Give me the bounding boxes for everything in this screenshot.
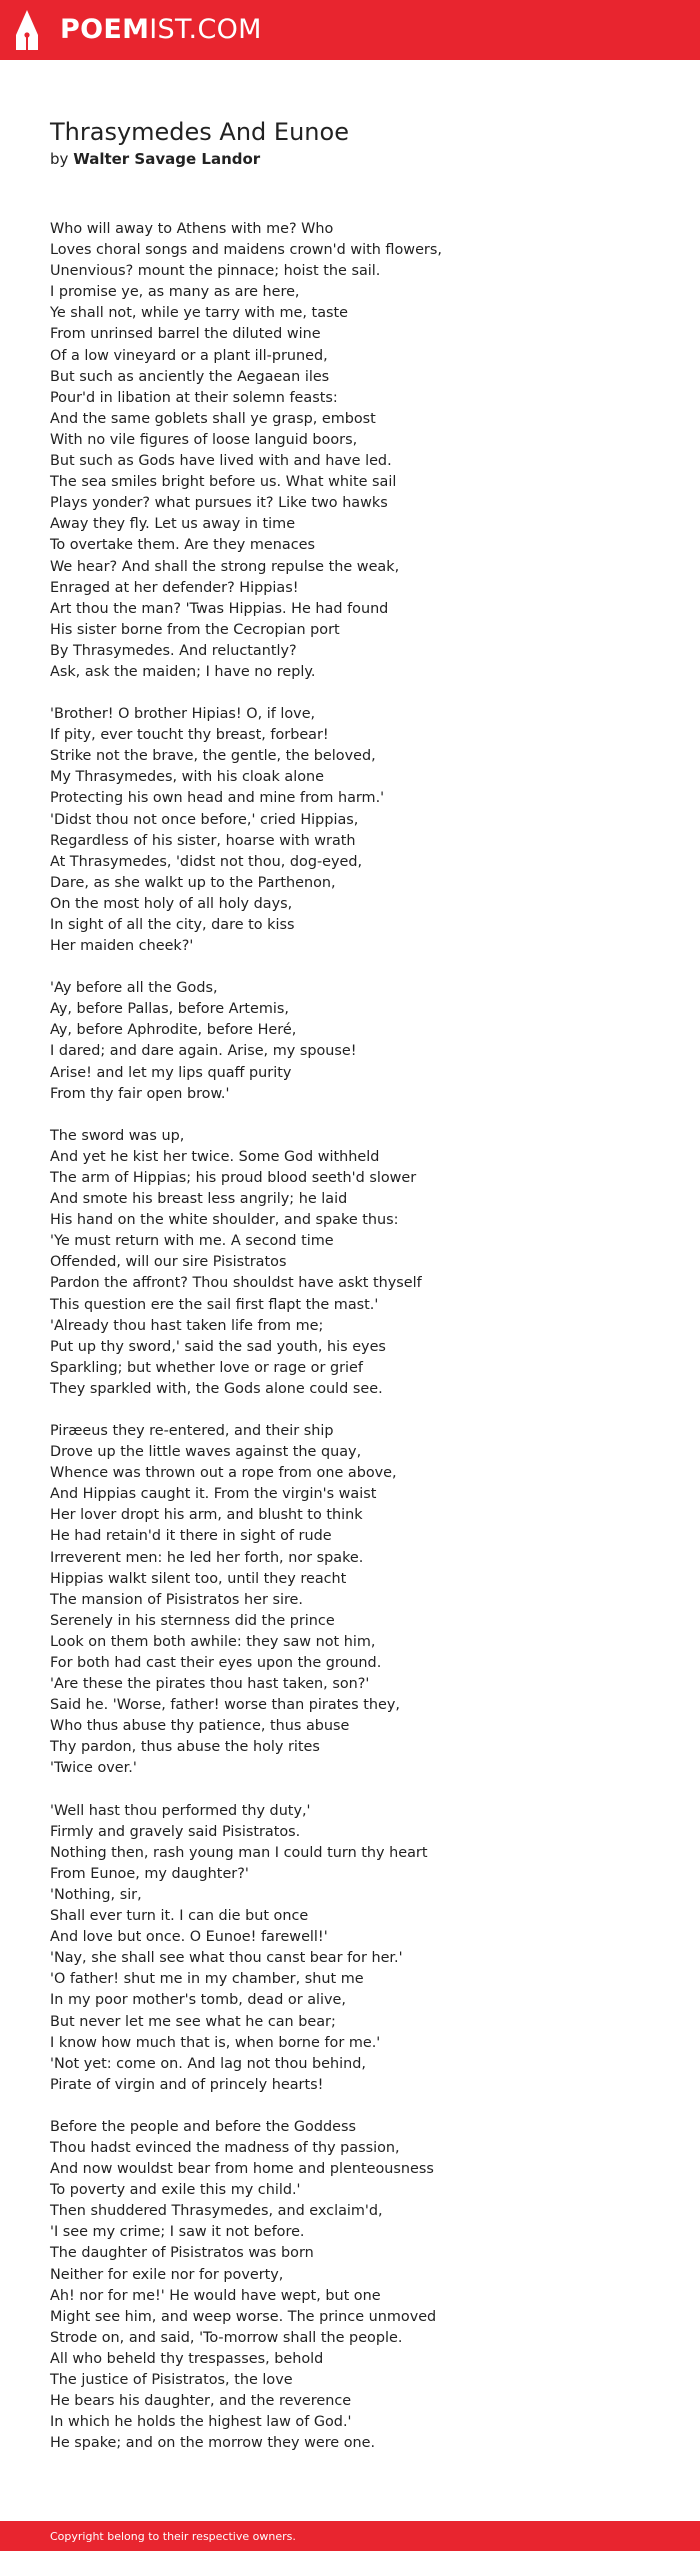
poem-line: And the same goblets shall ye grasp, embost — [50, 410, 376, 427]
poem-line: All who beheld thy trespasses, behold — [50, 2350, 324, 2367]
poem-line: They sparkled with, the Gods alone could see. — [50, 1380, 383, 1397]
poem-line: Pour'd in libation at their solemn feasts: — [50, 389, 338, 406]
poem-byline — [50, 149, 260, 169]
poem-line: The justice of Pisistratos, the love — [50, 2372, 293, 2388]
poem-line: My Thrasymedes, with his cloak alone — [50, 769, 325, 786]
poem-line: 'Nay, she shall see what thou canst bear for her.' — [50, 1950, 403, 1967]
fountain-pen-nib-icon — [14, 9, 40, 51]
copyright-notice: Copyright belong to their respective owners. — [50, 2530, 296, 2543]
poem-line: His sister borne from the Cecropian port — [50, 621, 340, 638]
site-header — [0, 0, 700, 60]
poem-line: He spake; and on the morrow they were one. — [50, 2435, 376, 2452]
poem-line: Hippias walkt silent too, until they reacht — [50, 1570, 347, 1587]
poem-stanza — [50, 1421, 650, 1780]
poem-line: Plays yonder? what pursues it? Like two hawks — [50, 495, 388, 512]
poem-line: On the most holy of all holy days, — [50, 895, 293, 912]
site-logo[interactable] — [60, 15, 262, 45]
poem-line: The arm of Hippias; his proud blood seeth'd slower — [50, 1169, 417, 1186]
poem-line: By Thrasymedes. And reluctantly? — [50, 642, 297, 659]
poem-line: Arise! and let my lips quaff purity — [50, 1064, 292, 1081]
poem-line: From unrinsed barrel the diluted wine — [50, 326, 321, 343]
poem-line: Of a low vineyard or a plant ill-pruned, — [50, 347, 328, 364]
poem-line: Pirate of virgin and of princely hearts! — [50, 2076, 324, 2093]
poem-line: Protecting his own head and mine from harm.' — [50, 790, 385, 807]
poem-line: He had retain'd it there in sight of rude — [50, 1528, 332, 1545]
poem-line: Strike not the brave, the gentle, the beloved, — [50, 748, 376, 765]
poem-line: The sword was up, — [50, 1127, 185, 1144]
poem-line: 'Ay before all the Gods, — [50, 980, 218, 997]
poem-line: But never let me see what he can bear; — [50, 2013, 336, 2030]
poem-line: Said he. 'Worse, father! worse than pirates they, — [50, 1697, 400, 1714]
poem-line: Then shuddered Thrasymedes, and exclaim'd, — [50, 2203, 383, 2220]
poem-line: To poverty and exile this my child.' — [50, 2182, 301, 2199]
poem-line: Ye shall not, while ye tarry with me, taste — [50, 305, 348, 322]
poem-line: Ay, before Pallas, before Artemis, — [50, 1001, 289, 1018]
poem-stanza — [50, 1801, 650, 2096]
poem-line: Her lover dropt his arm, and blusht to think — [50, 1507, 363, 1524]
author-name[interactable]: Walter Savage Landor — [73, 150, 261, 168]
poem-line: If pity, ever toucht thy breast, forbear! — [50, 727, 329, 744]
poem-line: Who thus abuse thy patience, thus abuse — [50, 1718, 350, 1735]
poem-line: And yet he kist her twice. Some God withheld — [50, 1148, 380, 1165]
poem-line: 'Not yet: come on. And lag not thou behind, — [50, 2055, 366, 2072]
poem-line: 'Already thou hast taken life from me; — [50, 1317, 324, 1334]
poem-line: In which he holds the highest law of God.' — [50, 2414, 352, 2431]
poem-line: But such as Gods have lived with and have led. — [50, 453, 392, 470]
poem-line: Ask, ask the maiden; I have no reply. — [50, 663, 316, 680]
poem-line: The daughter of Pisistratos was born — [50, 2245, 314, 2262]
poem-line: The mansion of Pisistratos her sire. — [50, 1591, 303, 1608]
poem-line: The sea smiles bright before us. What white sail — [50, 474, 397, 491]
poem-line: Whence was thrown out a rope from one above, — [50, 1465, 397, 1482]
byline-prefix: by — [50, 150, 69, 168]
poem-line: Dare, as she walkt up to the Parthenon, — [50, 874, 336, 891]
poem-line: Her maiden cheek?' — [50, 938, 194, 955]
poem-line: Unenvious? mount the pinnace; hoist the sail. — [50, 263, 381, 280]
logo-text-light: IST.COM — [149, 14, 262, 45]
poem-line: 'Ye must return with me. A second time — [50, 1233, 334, 1250]
poem-line: Ah! nor for me!' He would have wept, but one — [50, 2287, 381, 2304]
poem-line: And smote his breast less angrily; he laid — [50, 1191, 348, 1208]
poem-line: He bears his daughter, and the reverence — [50, 2393, 352, 2410]
poem-body — [50, 219, 650, 2475]
poem-line: 'Didst thou not once before,' cried Hippias, — [50, 811, 359, 828]
poem-line: Enraged at her defender? Hippias! — [50, 579, 299, 596]
poem-line: Before the people and before the Goddess — [50, 2118, 356, 2135]
poem-stanza — [50, 219, 650, 683]
poem-line: Might see him, and weep worse. The prince unmoved — [50, 2308, 437, 2325]
poem-line: Serenely in his sternness did the prince — [50, 1612, 335, 1629]
poem-line: 'I see my crime; I saw it not before. — [50, 2224, 305, 2241]
poem-line: But such as anciently the Aegaean iles — [50, 368, 330, 385]
poem-stanza — [50, 2117, 650, 2455]
poem-line: And Hippias caught it. From the virgin's waist — [50, 1486, 377, 1503]
poem-line: In my poor mother's tomb, dead or alive, — [50, 1992, 346, 2009]
poem-line: 'Brother! O brother Hipias! O, if love, — [50, 706, 316, 723]
poem-line: I dared; and dare again. Arise, my spouse! — [50, 1043, 357, 1060]
poem-stanza — [50, 1126, 650, 1400]
logo-text-bold: POEM — [60, 14, 150, 45]
poem-line: Irreverent men: he led her forth, nor spake. — [50, 1549, 364, 1566]
poem-line: Nothing then, rash young man I could turn thy heart — [50, 1844, 428, 1861]
poem-line: Pardon the affront? Thou shouldst have askt thyself — [50, 1275, 422, 1292]
poem-line: Look on them both awhile: they saw not him, — [50, 1633, 376, 1650]
poem-line: Thou hadst evinced the madness of thy passion, — [50, 2139, 400, 2156]
poem-line: His hand on the white shoulder, and spake thus: — [50, 1212, 399, 1229]
poem-line: From Eunoe, my daughter?' — [50, 1865, 249, 1882]
poem-line: 'Well hast thou performed thy duty,' — [50, 1802, 311, 1819]
poem-line: Away they fly. Let us away in time — [50, 516, 296, 533]
poem-line: And love but once. O Eunoe! farewell!' — [50, 1929, 328, 1946]
poem-line: 'Nothing, sir, — [50, 1886, 142, 1903]
poem-line: Neither for exile nor for poverty, — [50, 2266, 284, 2283]
poem-line: Who will away to Athens with me? Who — [50, 221, 334, 237]
poem-line: And now wouldst bear from home and plenteousness — [50, 2161, 434, 2178]
poem-line: Regardless of his sister, hoarse with wrath — [50, 832, 356, 849]
poem-line: In sight of all the city, dare to kiss — [50, 917, 295, 933]
poem-line: For both had cast their eyes upon the ground. — [50, 1655, 382, 1671]
poem-line: 'Twice over.' — [50, 1760, 137, 1777]
poem-line: This question ere the sail first flapt the mast.' — [50, 1296, 379, 1313]
poem-line: Loves choral songs and maidens crown'd with flowers, — [50, 242, 442, 259]
poem-title: Thrasymedes And Eunoe — [50, 118, 349, 146]
poem-stanza — [50, 704, 650, 957]
poem-line: To overtake them. Are they menaces — [50, 537, 315, 554]
poem-line: Sparkling; but whether love or rage or grief — [50, 1359, 363, 1376]
poem-line: Put up thy sword,' said the sad youth, his eyes — [50, 1338, 386, 1355]
poem-line: Strode on, and said, 'To-morrow shall the people. — [50, 2329, 403, 2346]
poem-line: At Thrasymedes, 'didst not thou, dog-eyed, — [50, 853, 363, 870]
poem-line: Firmly and gravely said Pisistratos. — [50, 1823, 301, 1840]
poem-stanza — [50, 978, 650, 1105]
poem-line: Drove up the little waves against the quay, — [50, 1444, 362, 1461]
site-footer — [0, 2521, 700, 2551]
poem-line: Offended, will our sire Pisistratos — [50, 1254, 287, 1271]
poem-line: 'O father! shut me in my chamber, shut me — [50, 1971, 364, 1988]
poem-line: We hear? And shall the strong repulse the weak, — [50, 558, 400, 575]
poem-line: Thy pardon, thus abuse the holy rites — [50, 1739, 320, 1756]
poem-line: With no vile figures of loose languid boors, — [50, 431, 358, 448]
poem-line: Shall ever turn it. I can die but once — [50, 1908, 309, 1925]
poem-line: I promise ye, as many as are here, — [50, 284, 300, 301]
poem-line: From thy fair open brow.' — [50, 1085, 230, 1102]
poem-line: 'Are these the pirates thou hast taken, son?' — [50, 1676, 370, 1693]
poem-line: Ay, before Aphrodite, before Heré, — [50, 1022, 297, 1039]
poem-line: I know how much that is, when borne for me.' — [50, 2034, 381, 2051]
poem-line: Piræeus they re-entered, and their ship — [50, 1422, 334, 1439]
poem-line: Art thou the man? 'Twas Hippias. He had found — [50, 600, 389, 617]
